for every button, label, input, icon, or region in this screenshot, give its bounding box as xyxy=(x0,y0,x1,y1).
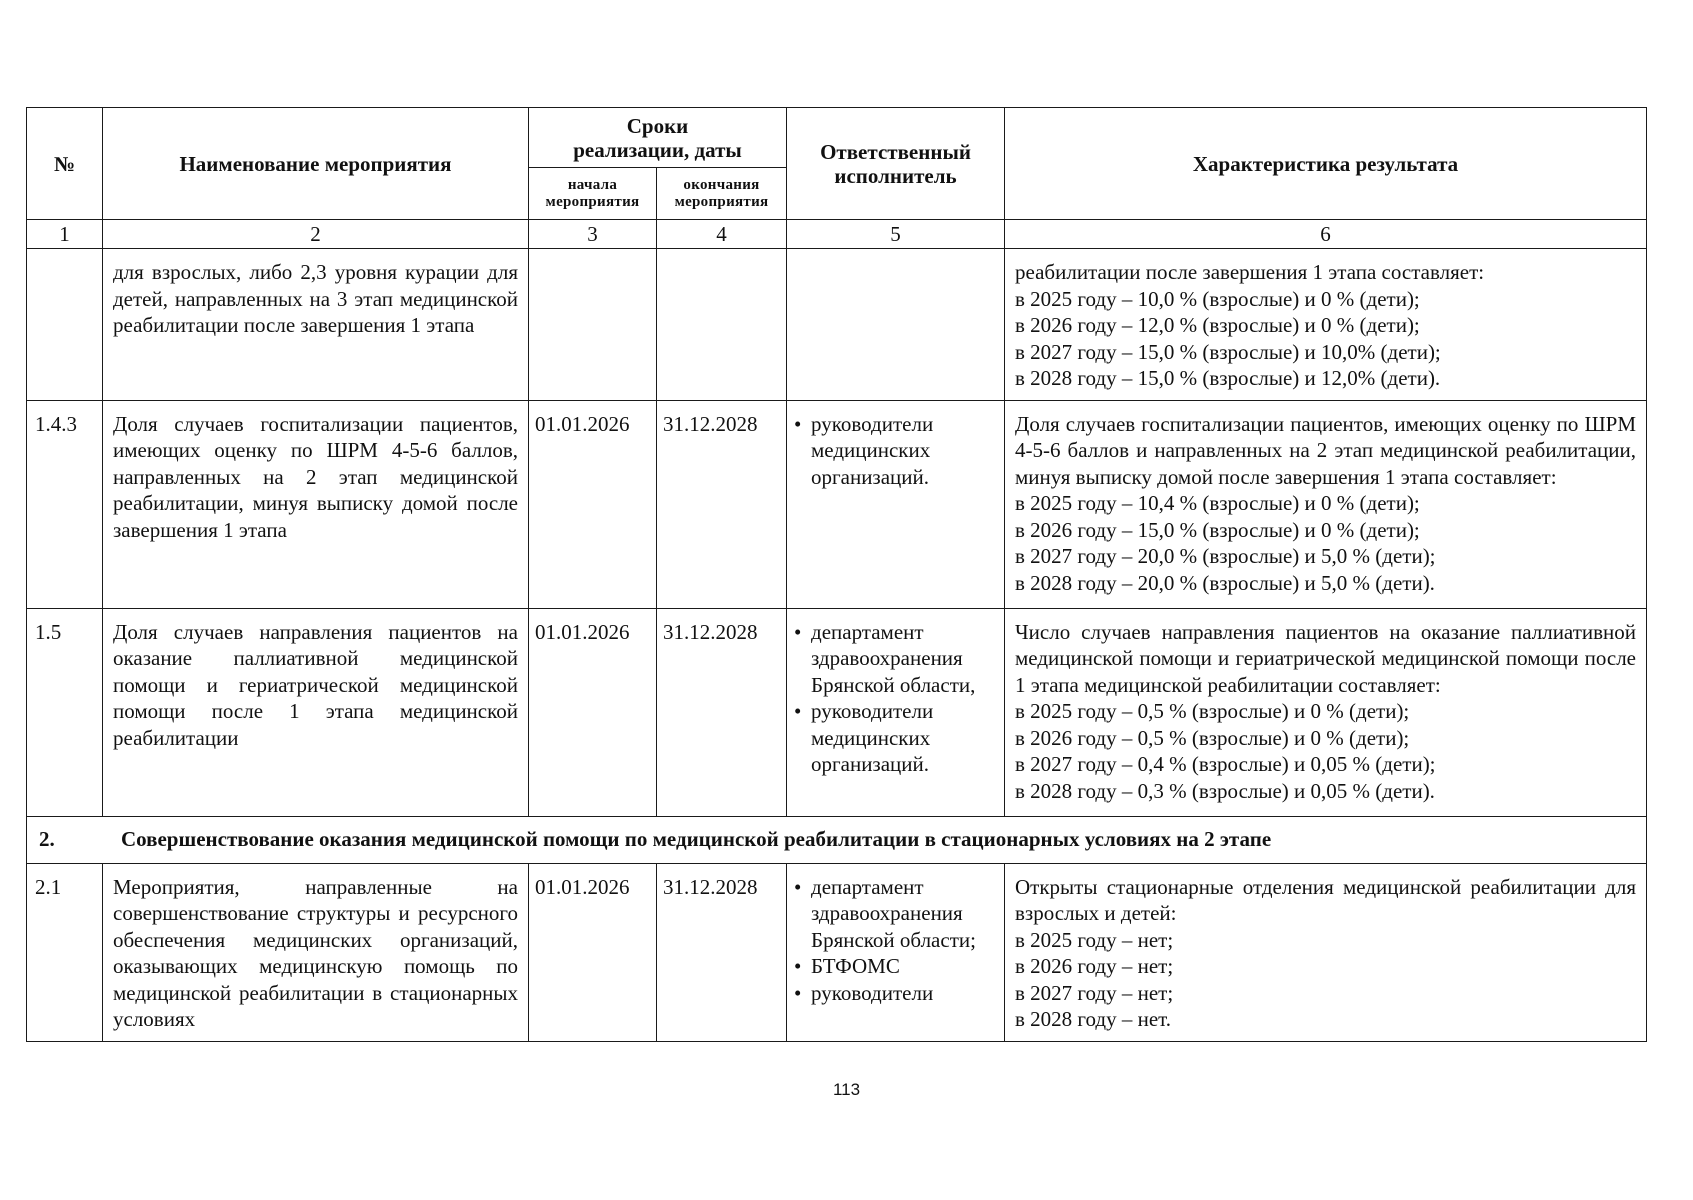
measures-table xyxy=(26,107,1647,1042)
header-result: Характеристика результата xyxy=(1005,108,1647,220)
responsible-executor xyxy=(787,400,1005,608)
result-characteristic xyxy=(1005,400,1647,608)
result-year-line: в 2027 году – 0,4 % (взрослые) и 0,05 % (дети); xyxy=(1015,752,1436,776)
header-number: № xyxy=(27,108,103,220)
result-year-line: в 2027 году – нет; xyxy=(1015,980,1174,1005)
end-date xyxy=(657,249,787,401)
responsible-executor xyxy=(787,249,1005,401)
responsible-item: • руководители медицинских организаций. xyxy=(793,698,998,778)
row-number: 1.4.3 xyxy=(27,400,103,608)
result-description: Доля случаев госпитализации пациентов, имеющих оценку по ШРМ 4-5-6 баллов и направленных на 2 этап медицинской реабилитации, минуя выписку домой после завершения 1 этапа составляет: xyxy=(1015,411,1637,489)
end-date: 31.12.2028 xyxy=(657,400,787,608)
column-numbers-row xyxy=(27,220,1647,249)
responsible-item: • руководители xyxy=(793,980,998,1007)
result-description: Число случаев направления пациентов на оказание паллиативной медицинской помощи и гериатрической медицинской помощи после 1 этапа медицинской реабилитации составляет: xyxy=(1015,619,1637,697)
responsible-list xyxy=(793,874,998,1007)
result-year-line: в 2026 году – нет; xyxy=(1015,954,1174,978)
column-number: 2 xyxy=(103,220,529,249)
result-year-line: в 2025 году – 10,0 % (взрослые) и 0 % (дети); xyxy=(1015,286,1420,311)
result-description: Открыты стационарные отделения медицинской реабилитации для взрослых и детей: xyxy=(1015,874,1637,925)
section-title: Совершенствование оказания медицинской помощи по медицинской реабилитации в стационарных условиях на 2 этапе xyxy=(121,826,1272,851)
result-year-line: в 2026 году – 0,5 % (взрослые) и 0 % (дети); xyxy=(1015,725,1410,750)
section-heading xyxy=(27,816,1647,863)
table-row xyxy=(27,608,1647,816)
column-number: 1 xyxy=(27,220,103,249)
result-year-line: в 2027 году – 20,0 % (взрослые) и 5,0 % (дети); xyxy=(1015,544,1436,568)
document-table-wrapper xyxy=(26,107,1646,1042)
header-measure-name: Наименование мероприятия xyxy=(103,108,529,220)
start-date: 01.01.2026 xyxy=(529,608,657,816)
header-start-date: начала мероприятия xyxy=(529,168,657,220)
column-number: 4 xyxy=(657,220,787,249)
responsible-item: • департамент здравоохранения Брянской области, xyxy=(793,619,998,699)
measure-name: Мероприятия, направленные на совершенствование структуры и ресурсного обеспечения медицинских организаций, оказывающих медицинскую помощь по медицинской реабилитации в стационарных условиях xyxy=(103,863,529,1041)
table-row xyxy=(27,400,1647,608)
page-number: 113 xyxy=(832,1080,861,1099)
result-characteristic xyxy=(1005,608,1647,816)
section-number: 2. xyxy=(39,826,55,851)
responsible-executor xyxy=(787,608,1005,816)
table-body xyxy=(27,249,1647,1042)
row-number xyxy=(27,249,103,401)
responsible-item: • департамент здравоохранения Брянской области; xyxy=(793,874,998,954)
result-year-line: в 2025 году – 0,5 % (взрослые) и 0 % (дети); xyxy=(1015,699,1410,723)
result-year-line: в 2025 году – 10,4 % (взрослые) и 0 % (дети); xyxy=(1015,491,1420,515)
result-year-line: в 2026 году – 12,0 % (взрослые) и 0 % (дети); xyxy=(1015,313,1420,337)
measure-name: для взрослых, либо 2,3 уровня курации для детей, направленных на 3 этап медицинской реабилитации после завершения 1 этапа xyxy=(103,249,529,401)
row-number: 1.5 xyxy=(27,608,103,816)
column-number: 6 xyxy=(1005,220,1647,249)
row-number: 2.1 xyxy=(27,863,103,1041)
responsible-list xyxy=(793,411,998,491)
table-row xyxy=(27,249,1647,401)
responsible-item: • БТФОМС xyxy=(793,953,998,980)
result-year-line: в 2026 году – 15,0 % (взрослые) и 0 % (дети); xyxy=(1015,517,1420,542)
section-row xyxy=(27,816,1647,863)
responsible-item: • руководители медицинских организаций. xyxy=(793,411,998,491)
result-year-line: в 2028 году – 20,0 % (взрослые) и 5,0 % (дети). xyxy=(1015,570,1435,595)
start-date xyxy=(529,249,657,401)
measure-name: Доля случаев направления пациентов на оказание паллиативной медицинской помощи и гериатрической медицинской помощи после 1 этапа медицинской реабилитации xyxy=(103,608,529,816)
result-year-line: в 2025 году – нет; xyxy=(1015,927,1174,952)
result-year-line: в 2028 году – 15,0 % (взрослые) и 12,0% (дети). xyxy=(1015,366,1441,390)
column-number: 3 xyxy=(529,220,657,249)
end-date: 31.12.2028 xyxy=(657,608,787,816)
end-date: 31.12.2028 xyxy=(657,863,787,1041)
result-characteristic xyxy=(1005,863,1647,1041)
responsible-list xyxy=(793,619,998,778)
result-year-line: в 2027 году – 15,0 % (взрослые) и 10,0% (дети); xyxy=(1015,339,1441,364)
result-year-line: в 2028 году – нет. xyxy=(1015,1007,1172,1031)
start-date: 01.01.2026 xyxy=(529,400,657,608)
header-responsible: Ответственный исполнитель xyxy=(787,108,1005,220)
column-number: 5 xyxy=(787,220,1005,249)
responsible-executor xyxy=(787,863,1005,1041)
header-end-date: окончания мероприятия xyxy=(657,168,787,220)
result-year-line: в 2028 году – 0,3 % (взрослые) и 0,05 % (дети). xyxy=(1015,778,1435,803)
result-characteristic xyxy=(1005,249,1647,401)
measure-name: Доля случаев госпитализации пациентов, имеющих оценку по ШРМ 4-5-6 баллов, направленных на 2 этап медицинской реабилитации, минуя выписку домой после завершения 1 этапа xyxy=(103,400,529,608)
start-date: 01.01.2026 xyxy=(529,863,657,1041)
header-dates: Сроки реализации, даты xyxy=(529,108,787,168)
table-row xyxy=(27,863,1647,1041)
result-description: реабилитации после завершения 1 этапа составляет: xyxy=(1015,260,1485,284)
